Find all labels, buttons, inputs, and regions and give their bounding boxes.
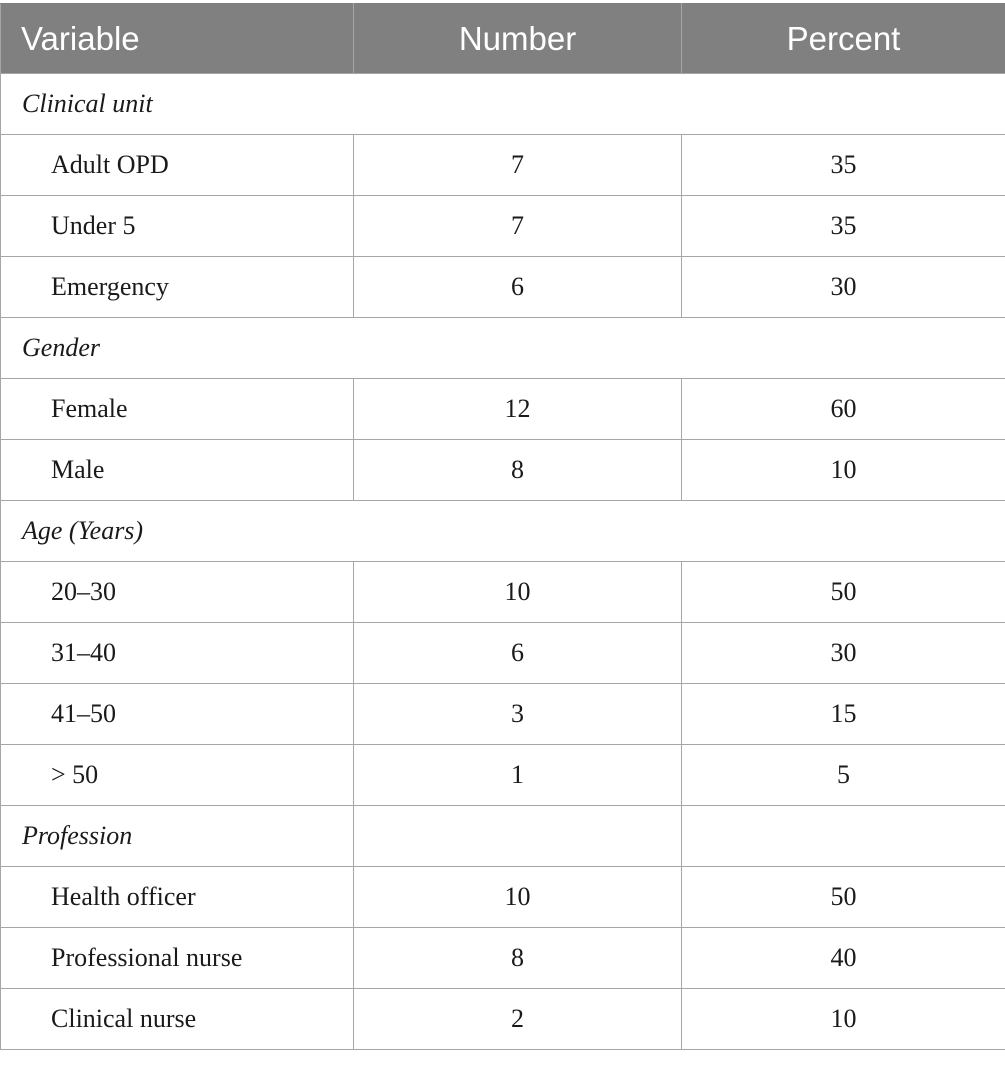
table-header-row bbox=[1, 4, 1005, 74]
row-label: Emergency bbox=[1, 257, 354, 318]
row-label: Professional nurse bbox=[1, 928, 354, 989]
row-label: Female bbox=[1, 379, 354, 440]
row-number: 3 bbox=[354, 684, 682, 745]
row-number: 8 bbox=[354, 928, 682, 989]
section-row-profession bbox=[1, 806, 1005, 867]
row-percent: 30 bbox=[682, 623, 1005, 684]
table-row bbox=[1, 135, 1005, 196]
table-row bbox=[1, 867, 1005, 928]
row-number: 12 bbox=[354, 379, 682, 440]
row-percent: 50 bbox=[682, 562, 1005, 623]
row-label: 41–50 bbox=[1, 684, 354, 745]
section-title: Gender bbox=[1, 318, 1005, 379]
section-title: Age (Years) bbox=[1, 501, 1005, 562]
table-row bbox=[1, 379, 1005, 440]
row-number: 8 bbox=[354, 440, 682, 501]
row-percent: 15 bbox=[682, 684, 1005, 745]
table-row bbox=[1, 440, 1005, 501]
table-row bbox=[1, 623, 1005, 684]
header-number: Number bbox=[354, 4, 682, 74]
row-number: 10 bbox=[354, 562, 682, 623]
row-percent: 35 bbox=[682, 135, 1005, 196]
row-percent: 10 bbox=[682, 989, 1005, 1050]
row-number: 7 bbox=[354, 135, 682, 196]
row-number: 7 bbox=[354, 196, 682, 257]
row-number: 2 bbox=[354, 989, 682, 1050]
row-label: Adult OPD bbox=[1, 135, 354, 196]
empty-cell bbox=[682, 806, 1005, 867]
row-percent: 10 bbox=[682, 440, 1005, 501]
demographics-table bbox=[0, 3, 1005, 1050]
table-row bbox=[1, 196, 1005, 257]
row-percent: 35 bbox=[682, 196, 1005, 257]
section-title: Profession bbox=[1, 806, 354, 867]
row-percent: 60 bbox=[682, 379, 1005, 440]
row-number: 10 bbox=[354, 867, 682, 928]
section-row-clinical-unit bbox=[1, 74, 1005, 135]
section-title: Clinical unit bbox=[1, 74, 1005, 135]
row-label: Under 5 bbox=[1, 196, 354, 257]
section-row-age bbox=[1, 501, 1005, 562]
table-row bbox=[1, 928, 1005, 989]
row-label: 20–30 bbox=[1, 562, 354, 623]
row-number: 6 bbox=[354, 257, 682, 318]
row-label: > 50 bbox=[1, 745, 354, 806]
header-percent: Percent bbox=[682, 4, 1005, 74]
row-label: 31–40 bbox=[1, 623, 354, 684]
table-row bbox=[1, 684, 1005, 745]
row-percent: 30 bbox=[682, 257, 1005, 318]
row-percent: 40 bbox=[682, 928, 1005, 989]
table-row bbox=[1, 989, 1005, 1050]
section-row-gender bbox=[1, 318, 1005, 379]
table-row bbox=[1, 745, 1005, 806]
empty-cell bbox=[354, 806, 682, 867]
header-variable: Variable bbox=[1, 4, 354, 74]
table-row bbox=[1, 562, 1005, 623]
row-percent: 5 bbox=[682, 745, 1005, 806]
row-label: Clinical nurse bbox=[1, 989, 354, 1050]
row-label: Male bbox=[1, 440, 354, 501]
row-number: 6 bbox=[354, 623, 682, 684]
table-row bbox=[1, 257, 1005, 318]
row-label: Health officer bbox=[1, 867, 354, 928]
row-percent: 50 bbox=[682, 867, 1005, 928]
row-number: 1 bbox=[354, 745, 682, 806]
